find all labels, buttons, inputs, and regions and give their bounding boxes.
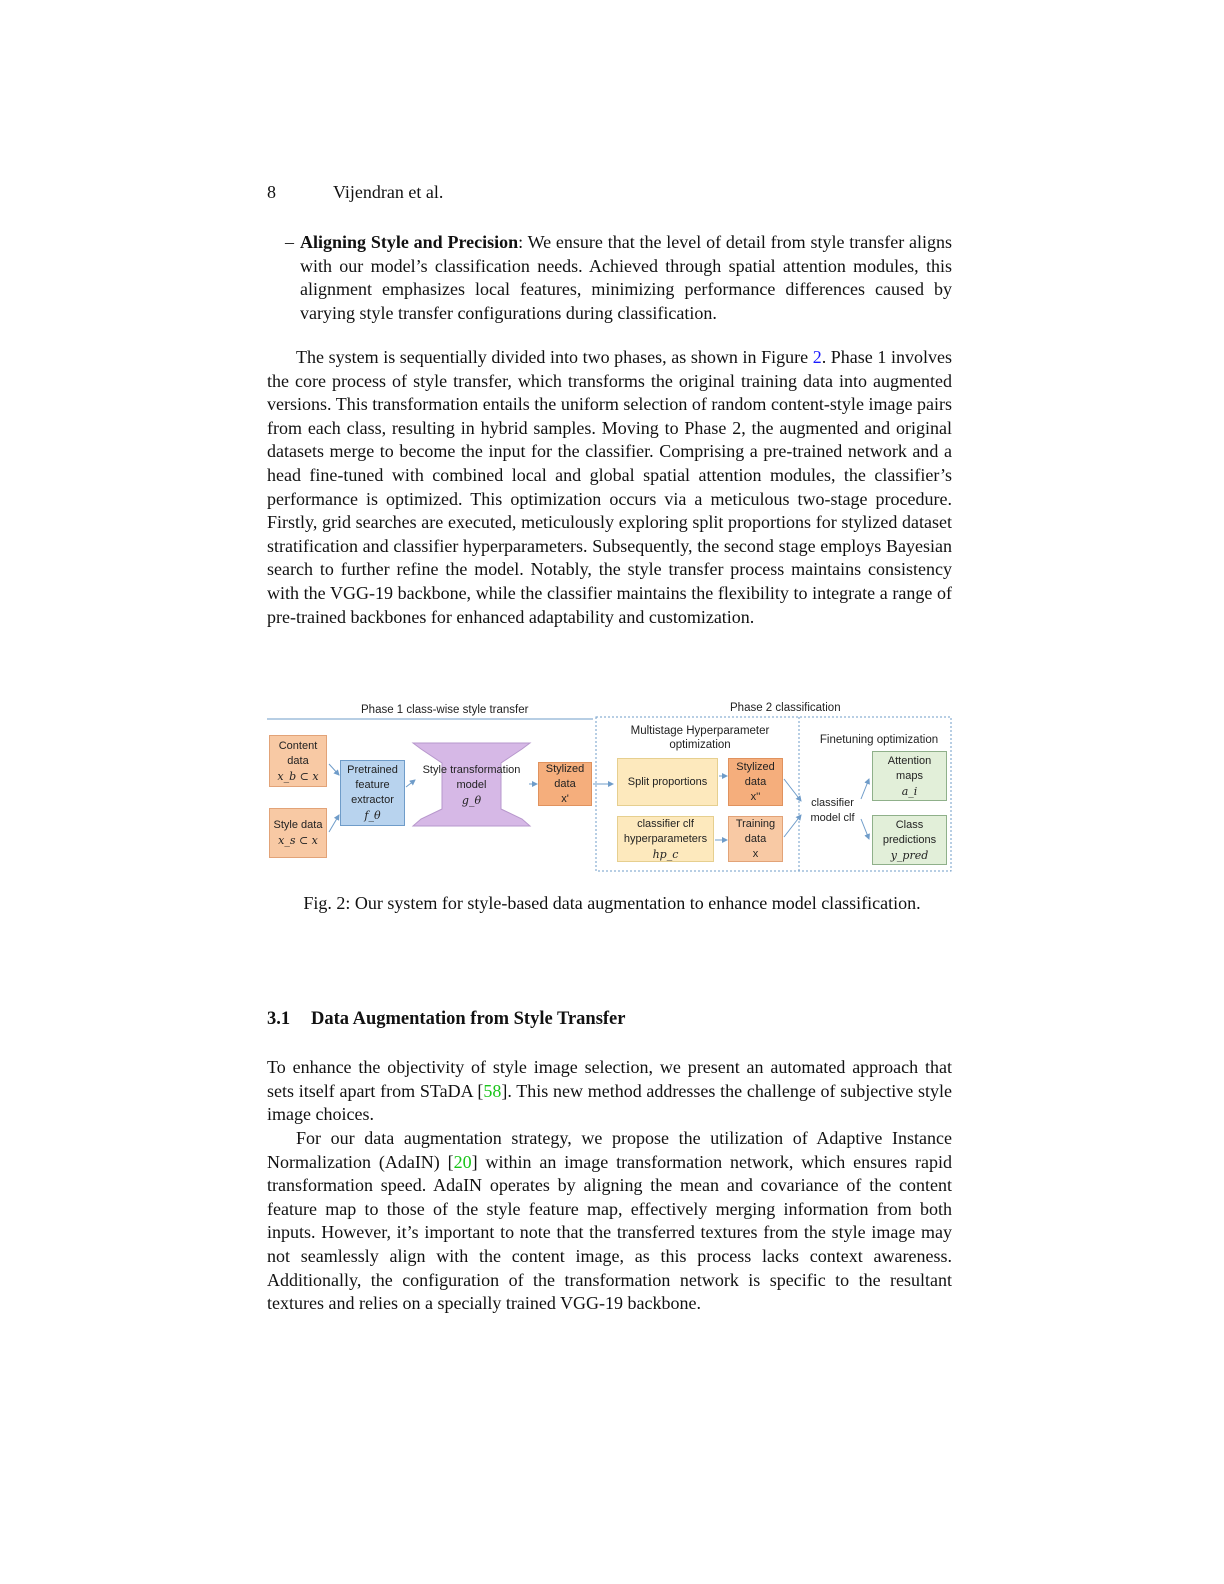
phase1-label: Phase 1 class-wise style transfer bbox=[361, 704, 529, 716]
paragraph-text: The system is sequentially divided into two phases, as shown in Figure bbox=[296, 347, 813, 367]
paragraph-text: ]. This new method addresses the challenge of subjective style image choices. bbox=[267, 1080, 952, 1125]
phase2-label: Phase 2 classification bbox=[730, 702, 841, 714]
feature-extractor-box bbox=[340, 760, 405, 826]
box-label: Pretrained feature extractor bbox=[347, 764, 398, 806]
box-label: classifier model clf bbox=[810, 797, 855, 824]
paragraph-text: . Phase 1 involves the core process of style transfer, which transforms the original training data into augmented versions. This transformation entails the uniform selection of random content-style image pairs from each class, resulting in hybrid samples. Moving to Phase 2, the augmented and original datasets merge to become the input for the classifier. Comprising a pre-trained network and a head fine-tuned with combined local and global spatial attention modules, the classifier’s performance is optimized. This optimization occurs via a meticulous two-stage procedure. Firstly, grid searches are executed, meticulously exploring split proportions for stylized dataset stratification and classifier hyperparameters. Subsequently, the second stage employs Bayesian search to further refine the model. Notably, the style transfer process maintains consistency with the VGG-19 backbone, while the classifier maintains the flexibility to integrate a range of pre-trained backbones for enhanced adaptability and customization. bbox=[267, 347, 952, 627]
box-label: Class predictions bbox=[882, 818, 937, 846]
content-data-box bbox=[269, 735, 327, 787]
section-title: Data Augmentation from Style Transfer bbox=[311, 1009, 626, 1029]
box-math: x bbox=[752, 847, 759, 860]
bullet-item bbox=[285, 231, 952, 325]
box-label: Split proportions bbox=[627, 775, 708, 788]
stylized-data-box-1 bbox=[538, 762, 592, 806]
paragraph-text: To enhance the objectivity of style image selection, we present an automated approach that sets itself apart from STaDA [ bbox=[267, 1057, 952, 1101]
box-math: x' bbox=[561, 792, 569, 805]
finetuning-label: Finetuning optimization bbox=[819, 734, 939, 746]
box-math: a_i bbox=[901, 784, 918, 798]
running-header bbox=[267, 182, 443, 203]
multistage-label: Multistage Hyperparameter optimization bbox=[630, 725, 770, 751]
box-math: x'' bbox=[750, 790, 761, 803]
bullet-dash: – bbox=[285, 232, 294, 252]
training-data-box bbox=[728, 816, 783, 862]
paragraph-stada bbox=[267, 1056, 952, 1127]
box-math: g_θ bbox=[461, 793, 482, 807]
box-math: x_b ⊂ x bbox=[277, 769, 319, 783]
box-label: Stylized data bbox=[545, 762, 585, 790]
attention-maps-box bbox=[872, 751, 947, 801]
figure-caption: Fig. 2: Our system for style-based data augmentation to enhance model classification. bbox=[303, 893, 921, 913]
paragraph-text: For our data augmentation strategy, we propose the utilization of Adaptive Instance Normalization (AdaIN) [ bbox=[267, 1128, 952, 1172]
split-proportions-box bbox=[617, 758, 718, 806]
style-model-box bbox=[413, 761, 530, 809]
box-label: classifier clf hyperparameters bbox=[623, 817, 708, 845]
paragraph-text: ] within an image transformation network, which ensures rapid transformation speed. AdaIN operates by aligning the mean and covariance of the content feature map to those of the style feature map, effectively merging information from both inputs. However, it’s important to note that the transferred textures from the style image may not seamlessly align with the content image, as this process lacks context awareness. Additionally, the configuration of the transformation network is specific to the resultant textures and relies on a specially trained VGG-19 backbone. bbox=[267, 1151, 952, 1314]
bullet-title: Aligning Style and Precision bbox=[300, 232, 519, 252]
box-math: hp_c bbox=[652, 847, 679, 861]
figure-ref-link[interactable]: 2 bbox=[812, 347, 822, 367]
stylized-data-box-2 bbox=[728, 758, 783, 806]
citation-link[interactable]: 20 bbox=[453, 1151, 472, 1172]
bullet-text: : We ensure that the level of detail from style transfer aligns with our model’s classification needs. Achieved through spatial attention modules, this alignment emphasizes local features, minimizing performance differences caused by varying style transfer configurations during classification. bbox=[300, 232, 953, 323]
citation-link[interactable]: 58 bbox=[483, 1080, 502, 1101]
box-label: Stylized data bbox=[736, 760, 775, 788]
clf-hyperparameters-box bbox=[617, 816, 714, 862]
running-authors: Vijendran et al. bbox=[333, 182, 444, 202]
box-math: y_pred bbox=[890, 848, 929, 862]
box-math: x_s ⊂ x bbox=[278, 834, 318, 847]
box-label: Attention maps bbox=[887, 754, 932, 782]
classifier-box bbox=[805, 787, 860, 835]
style-data-box bbox=[269, 808, 327, 858]
figure-2 bbox=[267, 697, 953, 873]
section-heading bbox=[267, 1009, 625, 1030]
box-label: Style transformation model bbox=[422, 763, 521, 791]
paragraph-adain bbox=[267, 1127, 952, 1316]
section-number: 3.1 bbox=[267, 1009, 291, 1029]
box-label: Training data bbox=[735, 817, 776, 845]
class-predictions-box bbox=[872, 815, 947, 865]
page-number: 8 bbox=[267, 182, 276, 202]
box-label: Style data bbox=[273, 819, 323, 831]
box-label: Content data bbox=[278, 739, 318, 767]
paragraph-phases bbox=[267, 346, 952, 629]
box-math: f_θ bbox=[364, 809, 381, 822]
